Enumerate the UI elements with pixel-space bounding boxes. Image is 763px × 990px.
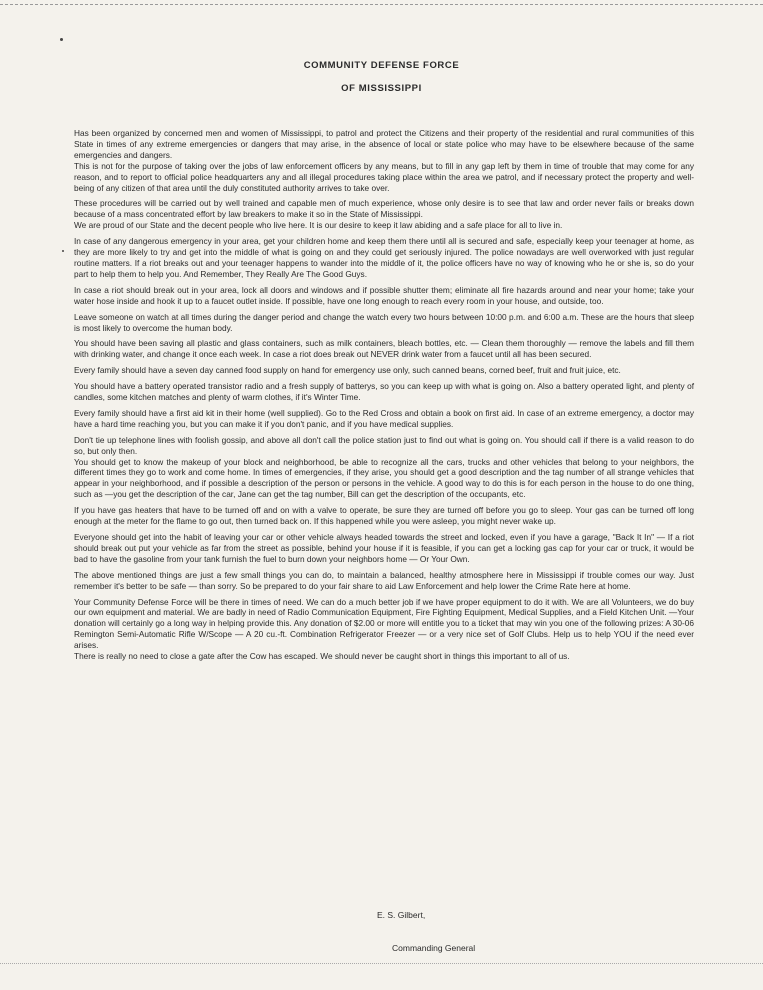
paragraph: You should get to know the makeup of your block and neighborhood, be able to recognize all the cars, trucks and other vehicles that belong to your neighbors, the different times they go to work and come home. In times of emergencies, if they arise, you should get a good description and the tag number of all strange vehicles that appear in your neighborhood, and if possible a description of the person or persons in the vehicle. A good way to do this is for each person in the house to do one thing, such as —you get the description of the car, Jane can get the tag number, Bill can get the description of the occupants, etc. — [74, 456, 694, 500]
paragraph: If you have gas heaters that have to be turned off and on with a valve to operate, be sure they are turned off before you go to sleep. Your gas can be turned off long enough at the meter for the flame to go out, then turned back on. If this happened while you were asleep, you might never wake up. — [74, 505, 694, 527]
paragraph: We are proud of our State and the decent people who live here. It is our desire to keep it law abiding and a safe place for all to live in. — [74, 220, 563, 231]
paragraph: In case a riot should break out in your area, lock all doors and windows and if possible shutter them; eliminate all fire hazards around and near your home; take your water hose inside and hook it up to a faucet outlet inside. If possible, have one long enough to reach every room in your house, and outside, too. — [74, 284, 694, 306]
paragraph: Your Community Defense Force will be there in times of need. We can do a much better job if we have proper equipment to do it with. We are all Volunteers, we do buy our own equipment and material. We are badly in need of Radio Communication Equipment, Fire Fighting Equipment, Medical Supplies, and a Field Kitchen Unit. —Your donation will certainly go a long way in helping provide this. Any donation of $2.00 or more will entitle you to a ticket that may win you one of the following prizes: A 30-06 Remington Semi-Automatic Rifle W/Scope — A 20 cu.-ft. Combination Refrigerator Freezer — or a very nice set of Golf Clubs. Help us to help YOU if the need ever arises. — [74, 596, 694, 651]
paragraph: There is really no need to close a gate after the Cow has escaped. We should never be caught short in things this important to all of us. — [74, 651, 570, 662]
page-bottom-edge — [0, 963, 763, 965]
paragraph: Everyone should get into the habit of leaving your car or other vehicle always headed towards the street and locked, even if you have a garage, "Back It In" — If a riot should break out put your vehicle as far from the street as possible, behind your house if it is feasible, if you can get a locking gas cap for your car or truck, it would be bad to have the gasoline from your tank furnish the fuel to burn down your neighbors home — Or Your Own. — [74, 532, 694, 564]
paragraph: This is not for the purpose of taking over the jobs of law enforcement officers by any means, but to fill in any gap left by them in time of trouble that may come for any reason, and to report to official police headquarters any and all illegal procedures taking place within the area we patrol, and if necessary protect the property and well-being of any citizen of that area until the duly constituted authority arrives to take over. — [74, 160, 694, 193]
paragraph: Every family should have a first aid kit in their home (well supplied). Go to the Red Cross and obtain a book on first aid. In case of an extreme emergency, a doctor may have a hard time reaching you, but you can make it if you don't panic, and if you have medical supplies. — [74, 407, 694, 429]
paragraph: These procedures will be carried out by well trained and capable men of much experience, whose only desire is to see that law and order never fails or breaks down because of a mass concentrated effort by law breakers to make it so in the State of Mississippi. — [74, 198, 694, 220]
paragraph: Leave someone on watch at all times during the danger period and change the watch every two hours between 10:00 p.m. and 6:00 a.m. These are the hours that sleep is most likely to overcome the human body. — [74, 311, 694, 333]
paragraph: Every family should have a seven day canned food supply on hand for emergency use only, such canned beans, corned beef, fruit and fruit juice, etc. — [74, 365, 621, 376]
signature-title: Commanding General — [392, 943, 476, 953]
document-body — [74, 128, 694, 667]
signature-name: E. S. Gilbert, — [377, 910, 426, 920]
paragraph: Has been organized by concerned men and women of Mississippi, to patrol and protect the Citizens and their property of the residential and rural communities of this State in times of any extreme emergencies or dangers that may arise, in the absence of local or state police who may have to be elsewhere because of the same emergencies and dangers. — [74, 128, 694, 160]
document-title: COMMUNITY DEFENSE FORCE — [303, 60, 460, 71]
paragraph: Don't tie up telephone lines with foolish gossip, and above all don't call the police station just to find out what is going on. You should call if there is a valid reason to do so, but only then. — [74, 434, 694, 456]
page-top-edge — [0, 0, 763, 5]
paragraph: The above mentioned things are just a few small things you can do, to maintain a balanced, healthy atmosphere here in Mississippi if trouble comes our way. Just remember it's better to be safe — than sorry. So be prepared to do your fair share to aid Law Enforcement and help lower the Crime Rate here at home. — [74, 569, 694, 591]
speck-mark — [60, 38, 63, 41]
speck-mark — [62, 250, 64, 252]
paragraph: You should have been saving all plastic and glass containers, such as milk containers, bleach bottles, etc. — Clean them thoroughly — remove the labels and fill them with drinking water, and change it once each week. In case a riot does break out NEVER drink water from a faucet until all has been secured. — [74, 338, 694, 360]
paragraph: You should have a battery operated transistor radio and a fresh supply of batterys, so you can keep up with what is going on. Also a battery operated light, and plenty of candles, some kitchen matches and plenty of warm clothes, if it's Winter Time. — [74, 381, 694, 403]
document-subtitle: OF MISSISSIPPI — [341, 83, 422, 94]
paragraph: In case of any dangerous emergency in your area, get your children home and keep them there until all is secured and safe, especially keep your teenager at home, as they are more likely to try and get into the middle of what is going on and they could get seriously injured. The police nowadays are well overworked with just regular routine matters. If a riot breaks out and your teenager happens to wander into the middle of it, the police officers have no way of knowing who he or she is, so do your part to help them to help you. And Remember, They Really Are The Good Guys. — [74, 236, 694, 279]
